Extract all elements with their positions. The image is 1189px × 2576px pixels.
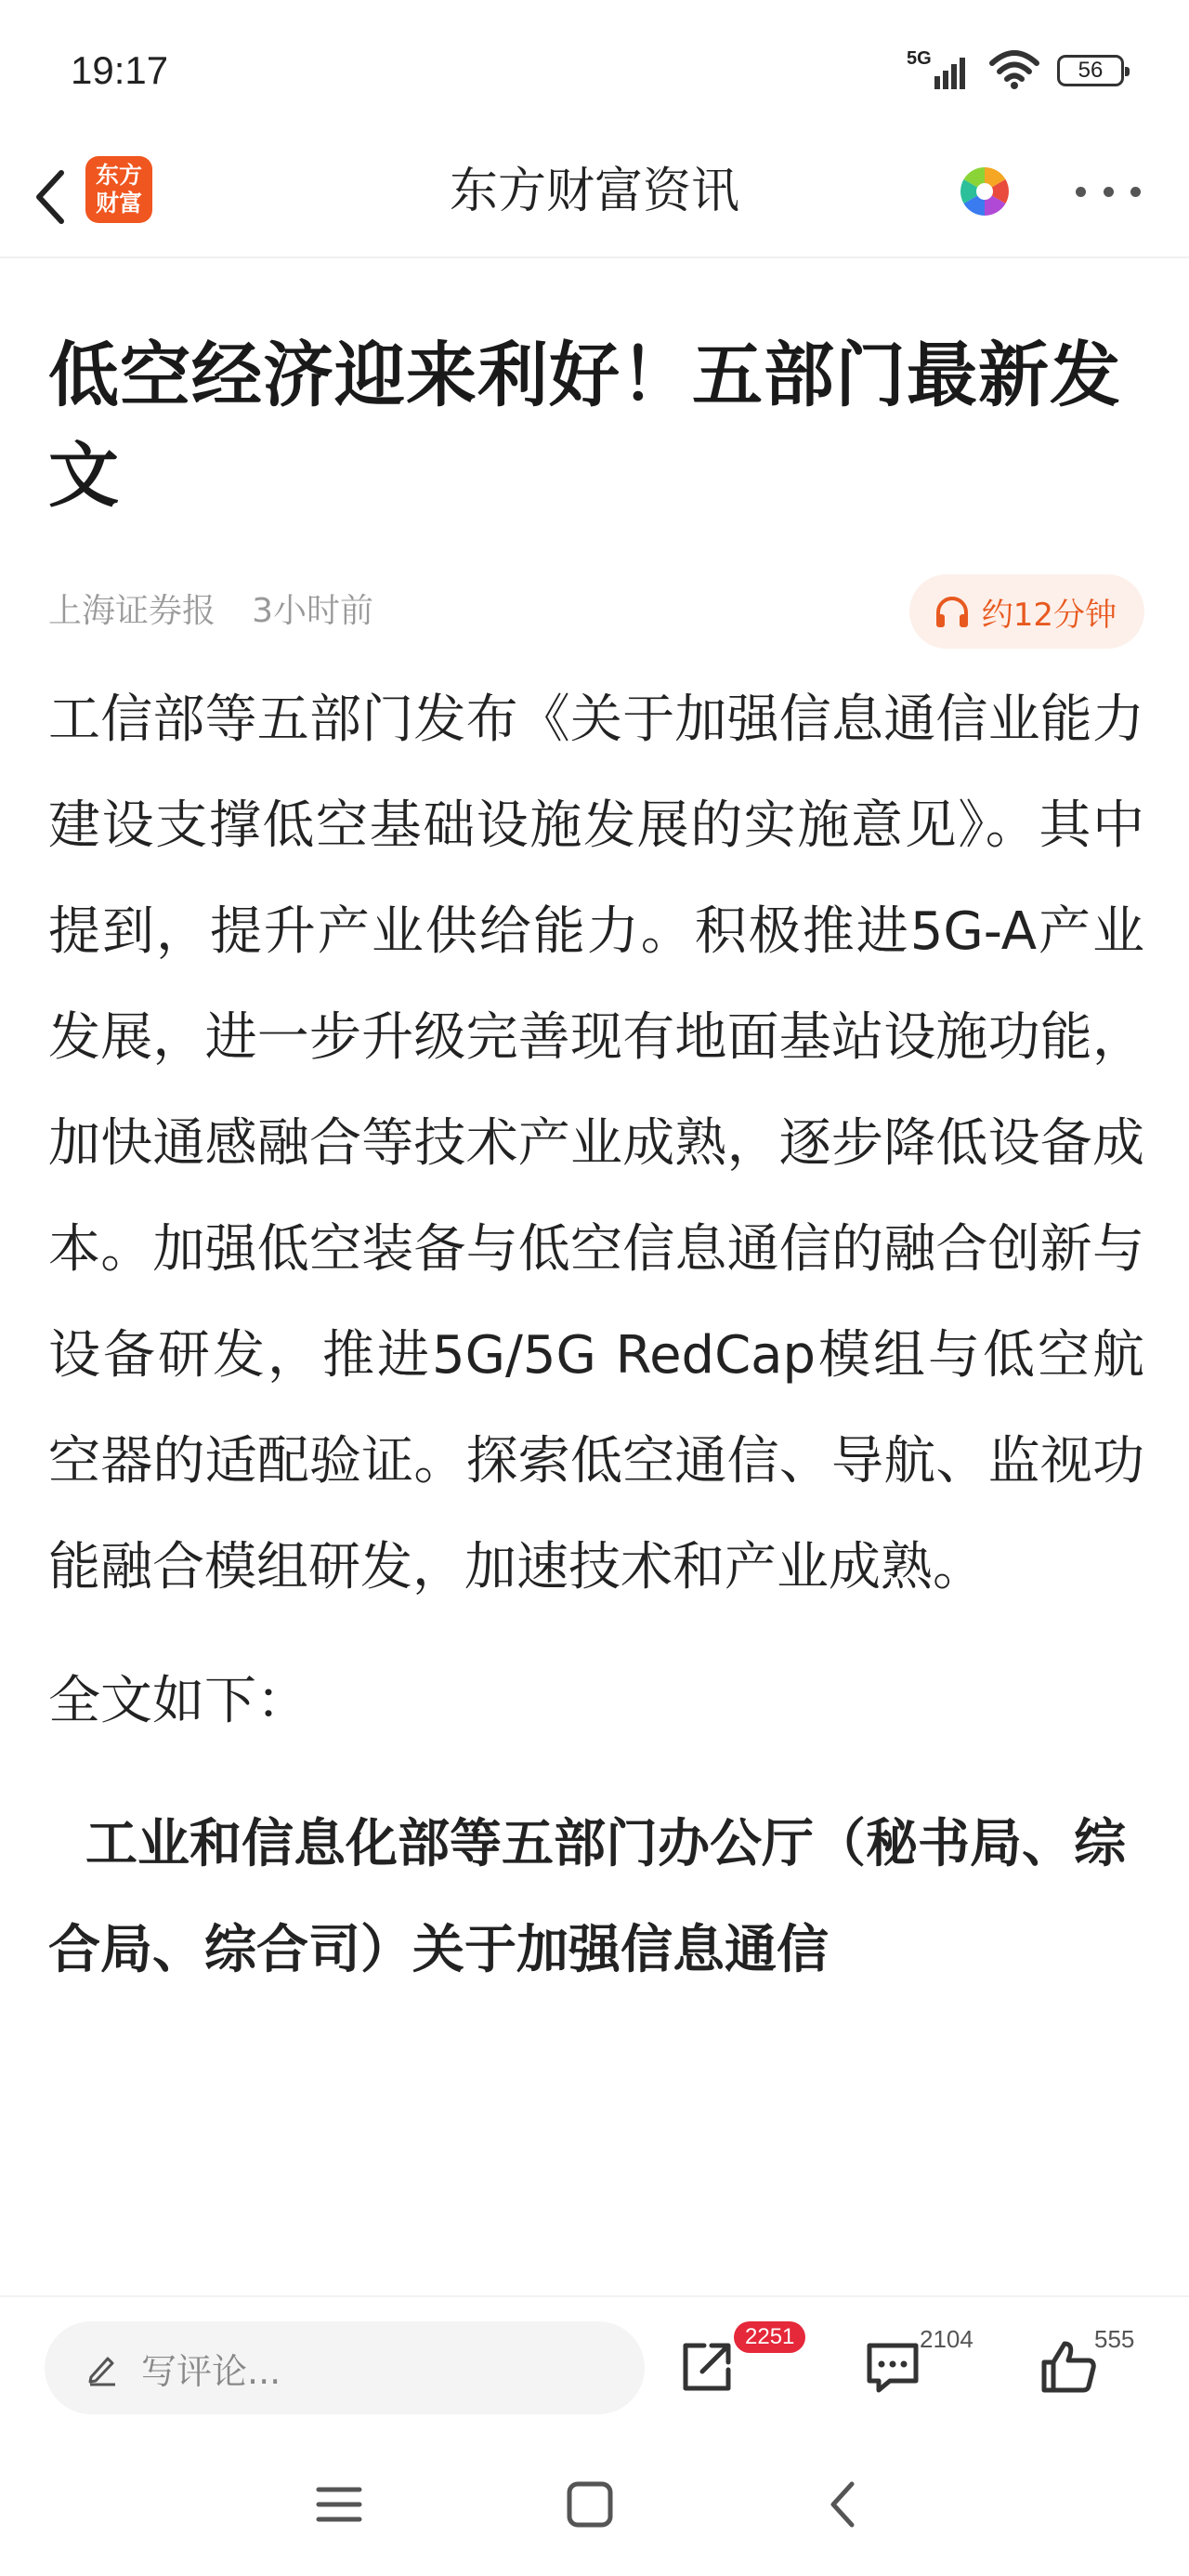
article-paragraph: 工信部等五部门发布《关于加强信息通信业能力建设支撑低空基础设施发展的实施意见》。其中提到，提升产业供给能力。积极推进5G-A产业发展，进一步升级完善现有地面基站设施功能，加快通感融合等技术产业成熟，逐步降低设备成本。加强低空装备与低空信息通信的融合创新与设备研发，推进5G/5G RedCap模组与低空航空器的适配验证。探索低空通信、导航、监视功能融合模组研发，加速技术和产业成熟。 (48, 690, 1144, 1597)
battery-icon (1057, 55, 1124, 86)
thumbs-up-icon (1039, 2336, 1100, 2398)
status-time: 19:17 (71, 48, 169, 92)
system-nav-bar (0, 2435, 1189, 2576)
square-icon (566, 2480, 614, 2529)
share-count-badge: 2251 (734, 2321, 805, 2353)
article-paragraph: 全文如下： (48, 1671, 308, 1731)
menu-icon (315, 2484, 363, 2525)
page-title: 东方财富资讯 (449, 164, 739, 219)
wifi-icon (988, 48, 1040, 93)
article (48, 325, 1144, 2004)
like-count: 555 (1094, 2325, 1135, 2353)
comment-bubble-icon (862, 2336, 923, 2398)
aperture-icon[interactable] (959, 165, 1011, 217)
listen-duration: 约12分钟 (981, 596, 1117, 634)
status-bar (0, 0, 1189, 139)
article-subheading: 工业和信息化部等五部门办公厅（秘书局、综合局、综合司）关于加强信息通信 (48, 1814, 1126, 1980)
home-button[interactable] (557, 2472, 622, 2537)
cellular-signal-icon (907, 48, 972, 93)
more-dot-icon (1104, 187, 1114, 197)
more-dot-icon (1130, 187, 1141, 197)
article-source[interactable]: 上海证券报 (48, 592, 216, 630)
more-options-button[interactable] (1076, 175, 1141, 208)
headphones-icon (934, 594, 971, 629)
battery-level: 56 (1078, 58, 1104, 83)
comment-input[interactable] (45, 2321, 645, 2414)
comment-count: 2104 (920, 2325, 973, 2353)
status-icons (907, 48, 1124, 93)
comment-placeholder: 写评论... (141, 2350, 281, 2392)
app-logo-line1: 东方 (95, 162, 142, 189)
chevron-left-icon (826, 2478, 859, 2530)
app-logo-line2: 财富 (95, 190, 142, 217)
bottom-action-bar (0, 2295, 1189, 2437)
share-icon (676, 2336, 738, 2398)
pencil-icon (84, 2349, 121, 2386)
listen-button[interactable] (909, 574, 1144, 649)
network-type-label: 5G (907, 48, 932, 69)
header-bar (0, 139, 1189, 258)
recent-apps-button[interactable] (307, 2472, 372, 2537)
system-back-button[interactable] (810, 2472, 875, 2537)
article-title: 低空经济迎来利好！五部门最新发文 (48, 334, 1121, 517)
article-time: 3小时前 (252, 592, 374, 630)
article-meta (48, 574, 1144, 649)
more-dot-icon (1076, 187, 1086, 197)
